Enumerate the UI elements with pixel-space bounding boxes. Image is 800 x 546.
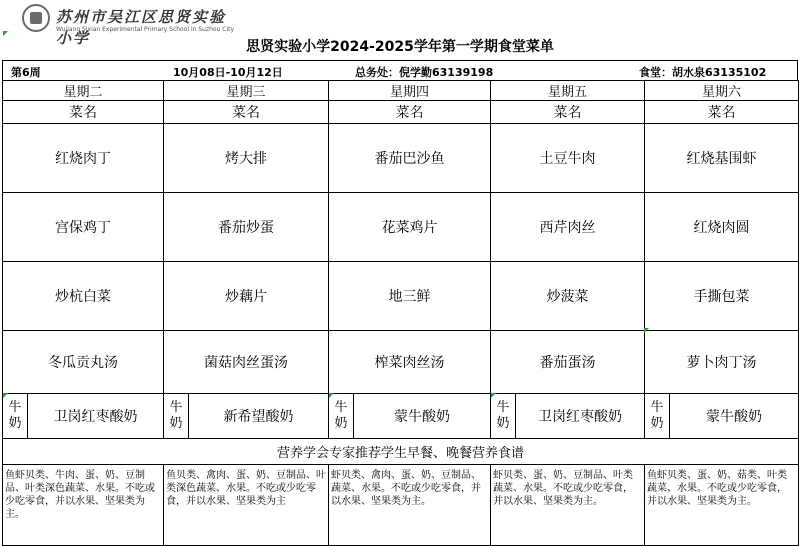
menu-title: 思贤实验小学2024-2025学年第一学期食堂菜单 (246, 39, 554, 55)
day-header: 星期五 (491, 81, 645, 101)
nutrition-note: 鱼虾贝类、牛肉、蛋、奶、豆制品、叶类深色蔬菜、水果。不吃或少吃零食，并以水果、坚果类为主。 (3, 465, 164, 546)
dish-cell: 红烧肉丁 (3, 124, 164, 193)
milk-cell (329, 394, 491, 439)
nutrition-note: 虾贝类、蛋、奶、豆制品、叶类蔬菜、水果。不吃或少吃零食，并以水果、坚果类为主。 (491, 465, 645, 546)
nutrition-note: 鱼虾贝类、蛋、奶、菇类、叶类蔬菜、水果。不吃或少吃零食，并以水果、坚果类为主。 (645, 465, 799, 546)
dish-cell: 红烧肉圆 (645, 193, 799, 262)
milk-value: 卫岗红枣酸奶 (53, 409, 138, 425)
milk-cell (491, 394, 645, 439)
milk-cell (164, 394, 329, 439)
cell-marker-icon (644, 328, 649, 333)
milk-row (3, 394, 799, 439)
menu-table (2, 80, 799, 546)
dish-cell: 烤大排 (164, 124, 329, 193)
day-header: 星期四 (329, 81, 491, 101)
nutrition-note: 鱼贝类、禽肉、蛋、奶、豆制品、叶类深色蔬菜、水果。不吃或少吃零食，并以水果、坚果类为主 (164, 465, 329, 546)
dish-cell: 炒藕片 (164, 262, 329, 331)
dish-row (3, 124, 799, 193)
school-name-en: Wujiang Sixian Experimental Primary School in Suzhou City (56, 26, 235, 33)
dish-row (3, 331, 799, 394)
day-header: 星期六 (645, 81, 799, 101)
dish-label-row (3, 101, 799, 124)
office-contact: 总务处：倪学勤63139198 (355, 66, 494, 79)
canteen-contact: 食堂：胡水泉63135102 (639, 66, 767, 79)
dish-row (3, 193, 799, 262)
nutrition-note: 虾贝类、禽肉、蛋、奶、豆制品、蔬菜、水果。不吃或少吃零食，并以水果、坚果类为主。 (329, 465, 491, 546)
milk-label: 牛奶 (645, 394, 670, 438)
dish-cell: 地三鲜 (329, 262, 491, 331)
dish-cell: 番茄巴沙鱼 (329, 124, 491, 193)
day-header: 星期三 (164, 81, 329, 101)
dish-label: 菜名 (3, 101, 164, 124)
milk-label: 牛奶 (3, 394, 28, 438)
nutrition-title-row (3, 439, 799, 465)
dish-cell: 菌菇肉丝蛋汤 (164, 331, 329, 394)
milk-cell (3, 394, 164, 439)
cell-marker-icon (3, 393, 8, 398)
info-bar (2, 60, 798, 81)
school-logo (22, 4, 235, 47)
week-number: 第6周 (11, 66, 41, 79)
cell-marker-icon (329, 393, 334, 398)
milk-value: 卫岗红枣酸奶 (538, 409, 622, 425)
dish-cell: 番茄蛋汤 (491, 331, 645, 394)
milk-value: 新希望酸奶 (223, 409, 294, 425)
day-header: 星期二 (3, 81, 164, 101)
milk-label: 牛奶 (491, 394, 516, 438)
dish-cell: 西芹肉丝 (491, 193, 645, 262)
dish-cell: 炒杭白菜 (3, 262, 164, 331)
dish-cell: 宫保鸡丁 (3, 193, 164, 262)
milk-value: 蒙牛酸奶 (394, 409, 450, 425)
dish-cell: 手撕包菜 (645, 262, 799, 331)
dish-cell: 榨菜肉丝汤 (329, 331, 491, 394)
milk-cell (645, 394, 799, 439)
date-range: 10月08日-10月12日 (173, 66, 283, 79)
cell-marker-icon (491, 393, 496, 398)
dish-cell: 番茄炒蛋 (164, 193, 329, 262)
school-name-cn: 苏州市吴江区思贤实验小学 (56, 8, 227, 47)
day-row (3, 81, 799, 101)
dish-label: 菜名 (491, 101, 645, 124)
dish-cell: 冬瓜贡丸汤 (3, 331, 164, 394)
dish-cell: 花菜鸡片 (329, 193, 491, 262)
dish-label: 菜名 (164, 101, 329, 124)
dish-label: 菜名 (645, 101, 799, 124)
school-seal-icon (22, 4, 50, 32)
dish-cell: 萝卜肉丁汤 (645, 331, 799, 394)
milk-label: 牛奶 (329, 394, 354, 438)
milk-value: 蒙牛酸奶 (706, 409, 762, 425)
dish-label: 菜名 (329, 101, 491, 124)
milk-label: 牛奶 (164, 394, 189, 438)
dish-cell: 土豆牛肉 (491, 124, 645, 193)
dish-cell: 红烧基围虾 (645, 124, 799, 193)
dish-cell: 炒菠菜 (491, 262, 645, 331)
cell-marker-icon (3, 31, 8, 36)
dish-row (3, 262, 799, 331)
notes-row (3, 465, 799, 546)
nutrition-title: 营养学会专家推荐学生早餐、晚餐营养食谱 (3, 439, 799, 465)
